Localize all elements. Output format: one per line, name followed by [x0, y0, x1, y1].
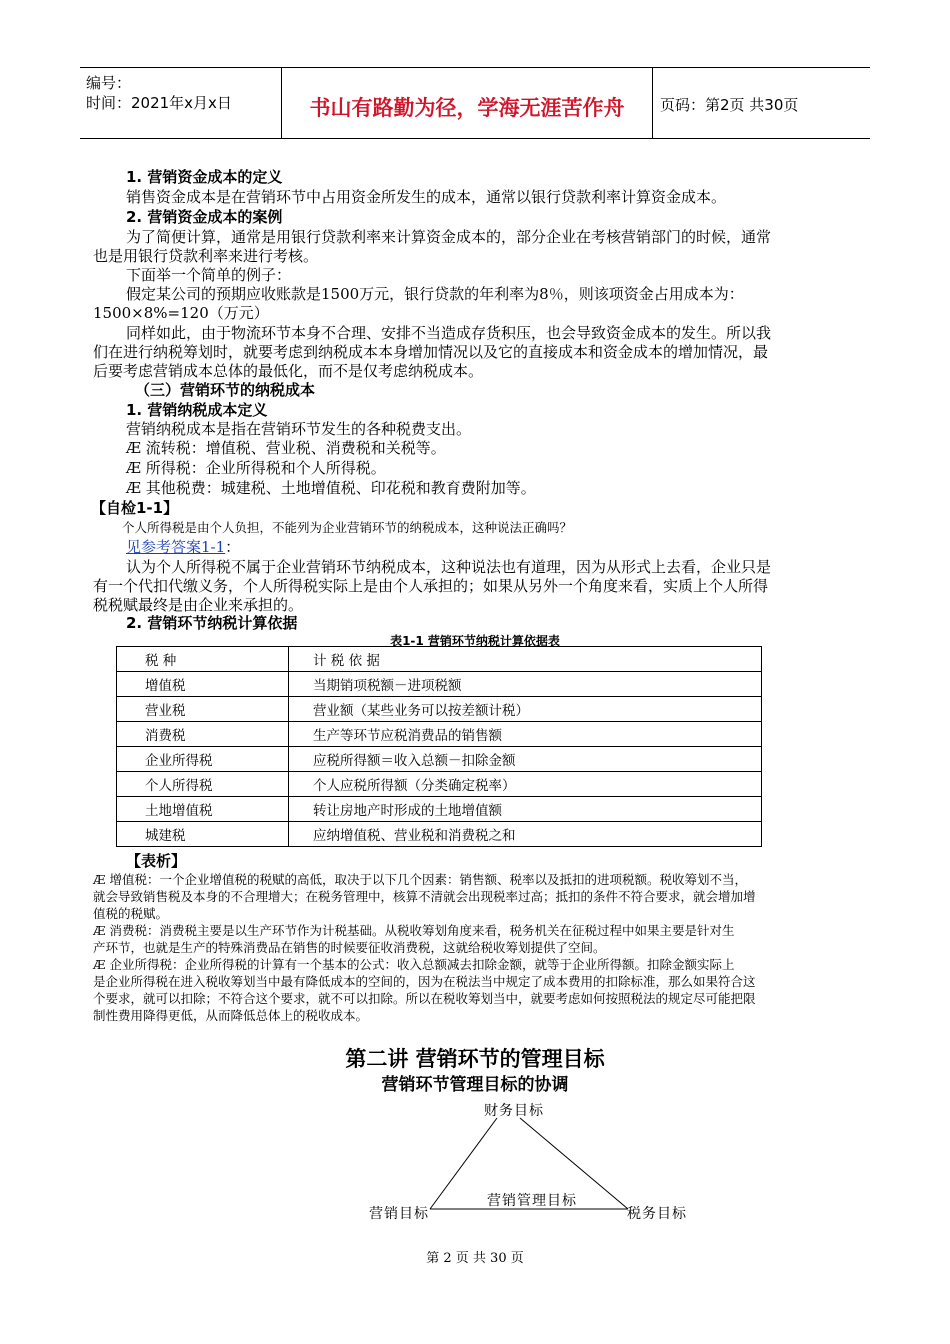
table-cell: 消费税	[117, 722, 289, 747]
table-cell: 当期销项税额－进项税额	[289, 672, 762, 697]
lecture-title: 第二讲 营销环节的管理目标	[345, 1047, 605, 1071]
formula-line: 1500×8%=120（万元）	[93, 304, 269, 322]
analysis-line: 产环节，也就是生产的特殊消费品在销售的时候要征收消费税，这就给税收筹划提供了空间。	[93, 940, 606, 955]
analysis-heading: 【表析】	[126, 852, 187, 870]
table-cell: 企业所得税	[117, 747, 289, 772]
paragraph-line: 认为个人所得税不属于企业营销环节纳税成本，这种说法也有道理，因为从形式上去看，企业只是	[126, 558, 772, 576]
section-heading: （三）营销环节的纳税成本	[135, 381, 316, 399]
table-caption: 表1-1 营销环节纳税计算依据表	[390, 634, 560, 648]
section-heading: 1. 营销纳税成本定义	[126, 401, 268, 419]
self-check-question: 个人所得税是由个人负担，不能列为企业营销环节的纳税成本，这种说法正确吗？	[122, 520, 573, 535]
section-heading: 2. 营销资金成本的案例	[126, 208, 283, 226]
paragraph-line: 也是用银行贷款利率来进行考核。	[93, 247, 319, 265]
analysis-line: 个要求，就可以扣除；不符合这个要求，就不可以扣除。所以在税收筹划当中，就要考虑如何按照税法的规定尽可能把限	[93, 991, 756, 1006]
table-cell: 应纳增值税、营业税和消费税之和	[289, 822, 762, 847]
table-cell: 应税所得额＝收入总额－扣除金额	[289, 747, 762, 772]
header-motto: 书山有路勤为径，学海无涯苦作舟	[309, 96, 625, 120]
table-cell: 营业额（某些业务可以按差额计税）	[289, 697, 762, 722]
paragraph-line: 假定某公司的预期应收账款是1500万元，银行贷款的年利率为8％，则该项资金占用成本为：	[126, 285, 744, 303]
doc-date-label: 时间：2021年x月x日	[86, 94, 232, 112]
table-cell: 个人所得税	[117, 772, 289, 797]
paragraph-line: 营销纳税成本是指在营销环节发生的各种税费支出。	[126, 420, 472, 438]
analysis-line: 是企业所得税在进入税收筹划当中最有降低成本的空间的，因为在税法当中规定了成本费用的扣除标准，那么如果符合这	[93, 974, 756, 989]
paragraph-line: 为了简便计算，通常是用银行贷款利率来计算资金成本的，部分企业在考核营销部门的时候，通常	[126, 228, 772, 246]
table-cell: 城建税	[117, 822, 289, 847]
paragraph-line: 们在进行纳税筹划时，就要考虑到纳税成本本身增加情况以及它的直接成本和资金成本的增加情况，最	[93, 343, 769, 361]
table-cell: 转让房地产时形成的土地增值额	[289, 797, 762, 822]
lecture-subtitle: 营销环节管理目标的协调	[381, 1075, 569, 1095]
bullet-line: Æ 所得税：企业所得税和个人所得税。	[126, 459, 386, 477]
paragraph-line: 同样如此，由于物流环节本身不合理、安排不当造成存货积压，也会导致资金成本的发生。所以我	[126, 324, 772, 342]
paragraph-line: 税税赋最终是由企业来承担的。	[93, 596, 304, 614]
table-header-cell: 计 税 依 据	[289, 647, 762, 672]
marketing-management-goal-label: 营销管理目标	[487, 1193, 577, 1209]
paragraph-line: 销售资金成本是在营销环节中占用资金所发生的成本，通常以银行贷款利率计算资金成本。	[126, 188, 727, 206]
table-header-cell: 税 种	[117, 647, 289, 672]
bullet-line: Æ 流转税：增值税、营业税、消费税和关税等。	[126, 439, 446, 457]
analysis-line: 就会导致销售税及本身的不合理增大；在税务管理中，核算不清就会出现税率过高；抵扣的条件不符合要求，就会增加增	[93, 889, 756, 904]
section-heading: 2. 营销环节纳税计算依据	[126, 614, 298, 632]
header-page-label: 页码：第2页 共30页	[660, 96, 799, 114]
self-check-heading: 【自检1-1】	[91, 499, 179, 517]
marketing-goal-label: 营销目标	[369, 1206, 429, 1222]
paragraph-line: 下面举一个简单的例子：	[126, 266, 292, 284]
page-footer: 第 2 页 共 30 页	[426, 1251, 524, 1266]
table-cell: 增值税	[117, 672, 289, 697]
section-heading: 1. 营销资金成本的定义	[126, 168, 283, 186]
table-cell: 土地增值税	[117, 797, 289, 822]
paragraph-line: 有一个代扣代缴义务，个人所得税实际上是由个人承担的；如果从另外一个角度来看，实质上个人所得	[93, 577, 769, 595]
finance-goal-label: 财务目标	[484, 1103, 544, 1119]
analysis-line: Æ 企业所得税：企业所得税的计算有一个基本的公式：收入总额减去扣除金额，就等于企业所得额。扣除金额实际上	[93, 957, 735, 972]
analysis-line: Æ 增值税：一个企业增值税的税赋的高低，取决于以下几个因素：销售额、税率以及抵扣的进项税额。税收筹划不当，	[93, 872, 747, 887]
analysis-line: Æ 消费税：消费税主要是以生产环节作为计税基础。从税收筹划角度来看，税务机关在征税过程中如果主要是针对生	[93, 923, 735, 938]
table-cell: 生产等环节应税消费品的销售额	[289, 722, 762, 747]
table-cell: 个人应税所得额（分类确定税率）	[289, 772, 762, 797]
tax-goal-label: 税务目标	[627, 1206, 687, 1222]
doc-code-label: 编号：	[86, 74, 132, 92]
table-cell: 营业税	[117, 697, 289, 722]
bullet-line: Æ 其他税费：城建税、土地增值税、印花税和教育费附加等。	[126, 479, 536, 497]
analysis-line: 制性费用降得更低，从而降低总体上的税收成本。	[93, 1008, 369, 1023]
analysis-line: 值税的税赋。	[93, 906, 169, 921]
answer-link[interactable]: 见参考答案1-1	[126, 538, 226, 556]
answer-colon: ：	[225, 538, 241, 556]
paragraph-line: 后要考虑营销成本总体的最低化，而不是仅考虑纳税成本。	[93, 362, 484, 380]
